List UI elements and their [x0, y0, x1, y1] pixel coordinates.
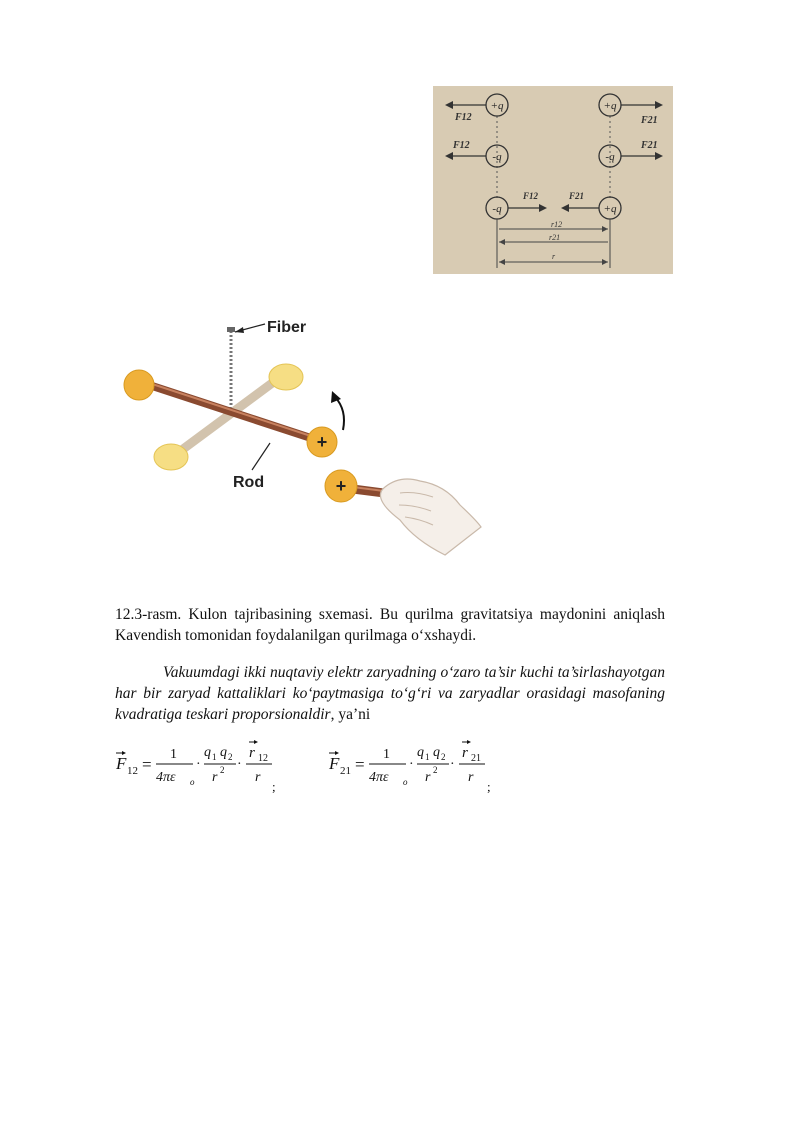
- formula-f12: [112, 736, 292, 796]
- formula-subscript: 2: [441, 752, 446, 762]
- torsion-balance-figure: [115, 315, 495, 565]
- charge-label: -q: [605, 151, 615, 163]
- charge-label: +q: [603, 100, 617, 112]
- formula-symbol: ·: [196, 757, 201, 772]
- formula-symbol: ;: [487, 779, 491, 794]
- plus-sign: +: [335, 476, 347, 496]
- formula-symbol: ·: [237, 757, 242, 772]
- formula-subscript: 2: [220, 765, 225, 775]
- hand-icon: [380, 479, 481, 555]
- formula-symbol: =: [355, 755, 365, 774]
- formula-symbol: r: [212, 770, 218, 785]
- formula-symbol: q: [433, 745, 440, 760]
- formula-symbol: q: [417, 745, 424, 760]
- rod-label: Rod: [233, 474, 265, 491]
- formula-symbol: 1: [383, 747, 390, 762]
- formula-symbol: 1: [170, 747, 177, 762]
- formula-subscript: 21: [471, 753, 481, 764]
- law-tail-text: , ya’ni: [330, 706, 371, 723]
- force-label: F21: [641, 115, 658, 126]
- formula-symbol: r: [468, 770, 474, 785]
- figure-caption: 12.3-rasm. Kulon tajribasining sxemasi. Bu qurilma gravitatsiya maydonini aniqlash Kavendish tomonidan foydalanilgan qurilmaga o‘xshaydi.: [115, 606, 665, 644]
- formula-symbol: ·: [450, 757, 455, 772]
- distance-label: r: [552, 252, 556, 261]
- formula-symbol: r: [255, 770, 261, 785]
- formula-symbol: F: [116, 754, 127, 773]
- force-label: F12: [453, 140, 470, 151]
- charge-label: -q: [492, 151, 502, 163]
- formula-symbol: F: [329, 754, 340, 773]
- formula-symbol: r: [425, 770, 431, 785]
- formula-symbol: r: [249, 745, 255, 761]
- formula-subscript: 1: [212, 752, 217, 762]
- formula-symbol: ;: [272, 779, 276, 794]
- law-italic-text: Vakuumdagi ikki nuqtaviy elektr zaryadning o‘zaro ta’sir kuchi ta’sirlashayotgan har bir zaryad kattaliklari ko‘paytmasiga to‘g‘ri va zaryadlar orasidagi masofaning kvadratiga teskari proporsionaldir: [115, 664, 665, 723]
- rotation-arrow-icon: [335, 397, 344, 430]
- formula-subscript: 2: [228, 752, 233, 762]
- formula-f21: [325, 736, 505, 796]
- formula-symbol: 4πε: [369, 770, 389, 785]
- formula-subscript: 1: [425, 752, 430, 762]
- force-label: F21: [569, 191, 585, 201]
- plus-sign: +: [316, 432, 328, 452]
- charge-label: +q: [603, 203, 617, 215]
- force-label: F21: [641, 140, 658, 151]
- formula-symbol: q: [204, 745, 211, 760]
- charge-label: +q: [490, 100, 504, 112]
- distance-label: r12: [551, 220, 563, 229]
- formula-symbol: q: [220, 745, 227, 760]
- charge-label: -q: [492, 203, 502, 215]
- force-label: F12: [523, 191, 539, 201]
- formula-subscript: o: [403, 777, 408, 787]
- fiber-label: Fiber: [267, 319, 307, 336]
- charges-forces-figure: [433, 86, 673, 274]
- formula-symbol: r: [462, 745, 468, 761]
- formula-subscript: 2: [433, 765, 438, 775]
- formula-symbol: 4πε: [156, 770, 176, 785]
- formula-subscript: o: [190, 777, 195, 787]
- formula-subscript: 12: [127, 765, 138, 777]
- formula-subscript: 21: [340, 765, 351, 777]
- formula-symbol: ·: [409, 757, 414, 772]
- formula-subscript: 12: [258, 753, 268, 764]
- distance-label: r21: [549, 233, 561, 242]
- law-paragraph: [115, 662, 665, 725]
- force-label: F12: [455, 112, 472, 123]
- formula-symbol: =: [142, 755, 152, 774]
